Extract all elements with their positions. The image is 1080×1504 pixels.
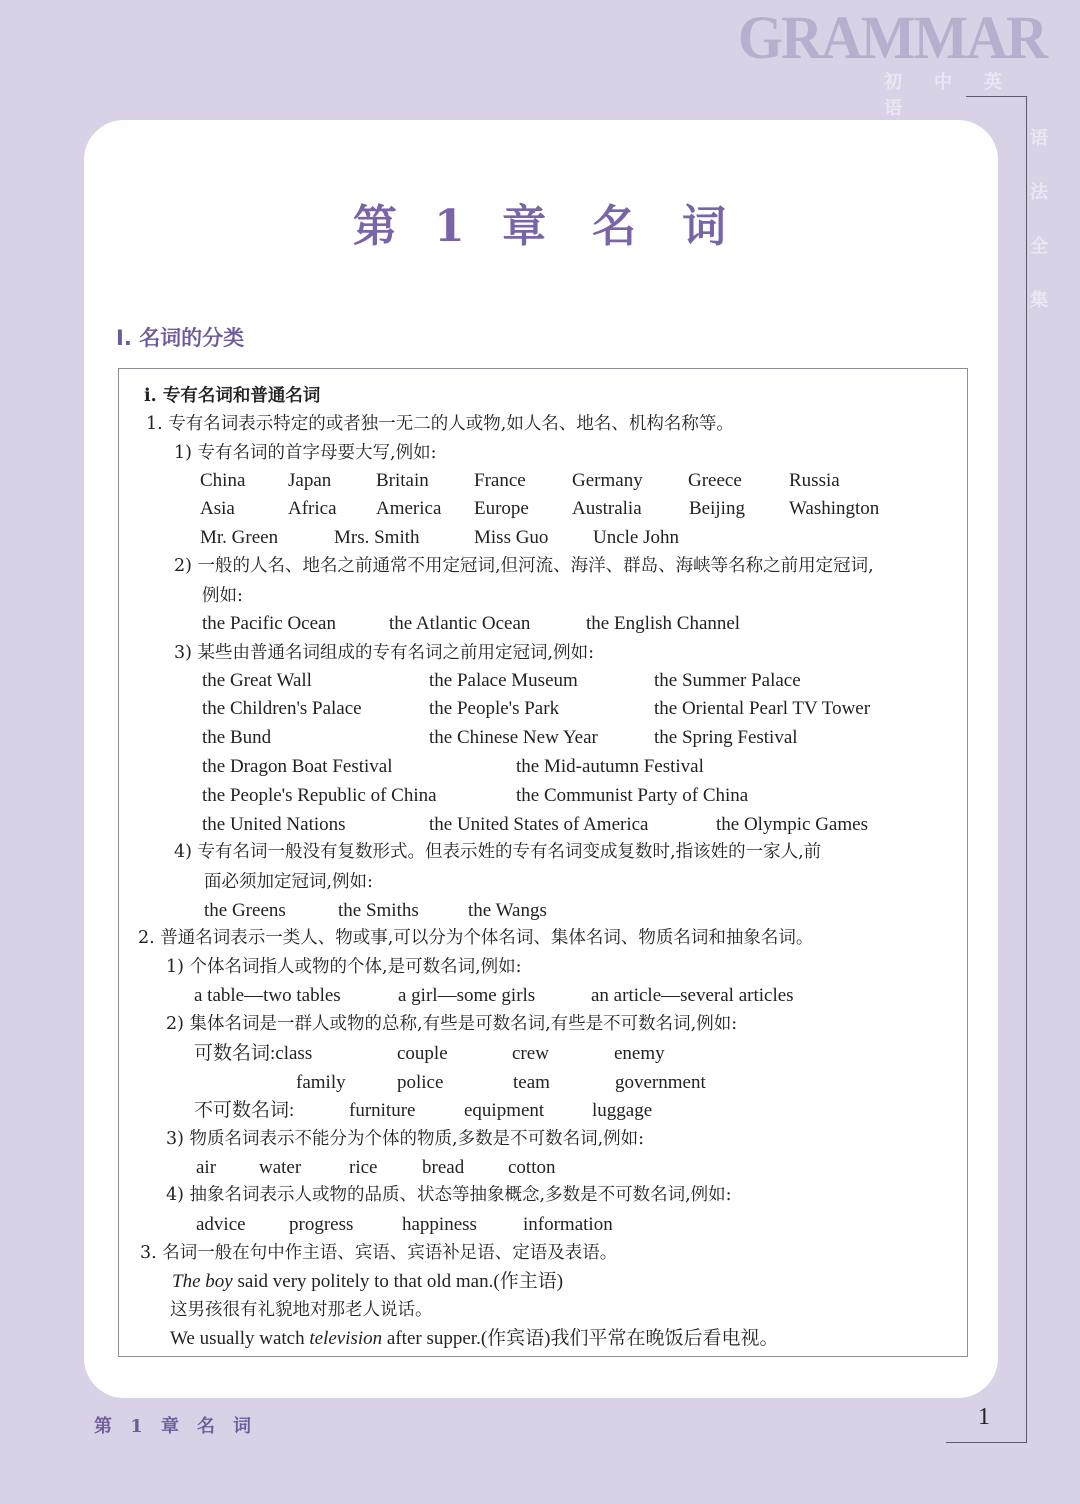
example-word: France [474,470,526,491]
side-char: 全 [1030,236,1048,257]
chapter-title: 第 1 章 名 词 [352,201,728,252]
example-word: the Bund [202,727,272,748]
example-word: 可数名词:class [194,1043,313,1064]
side-char: 语 [1030,128,1048,149]
example-word: the English Channel [586,613,741,634]
example-word: government [615,1072,706,1093]
example-word: the Atlantic Ocean [389,613,531,634]
example-word: Mrs. Smith [334,527,420,548]
example-word: Germany [572,470,643,491]
sentence-fragment: The boy [172,1271,233,1292]
example-word: the Summer Palace [654,670,801,691]
example-word: couple [397,1043,448,1064]
side-char: 法 [1030,182,1048,203]
example-word: the United Nations [202,814,346,835]
example-word: the Spring Festival [654,727,798,748]
example-word: the Mid-autumn Festival [516,756,704,777]
side-rule-vertical [1026,96,1027,1442]
content-line: 3) 某些由普通名词组成的专有名词之前用定冠词,例如: [174,643,594,663]
side-rule-horizontal [966,96,1027,97]
example-word: crew [512,1043,549,1064]
example-word: the Wangs [468,900,547,921]
content-line: 4) 专有名词一般没有复数形式。但表示姓的专有名词变成复数时,指该姓的一家人,前 [174,842,822,862]
example-word: China [200,470,246,491]
content-line: 1. 专有名词表示特定的或者独一无二的人或物,如人名、地名、机构名称等。 [146,414,734,434]
example-word: furniture [349,1100,416,1121]
content-line [172,1270,563,1294]
example-word: Beijing [689,498,745,519]
example-word: Asia [200,498,235,519]
example-word: rice [349,1157,378,1178]
content-line [170,1327,778,1351]
example-word: the Smiths [338,900,419,921]
content-line: 1) 专有名词的首字母要大写,例如: [174,443,437,463]
example-word: Miss Guo [474,527,549,548]
footer-chapter: 第 1 章 名 词 [94,1416,252,1437]
example-word: cotton [508,1157,556,1178]
side-char: 集 [1030,290,1048,311]
example-word: Washington [789,498,880,519]
sentence-fragment: television [309,1328,383,1349]
example-word: water [259,1157,302,1178]
example-word: an article—several articles [591,985,794,1006]
example-word: the United States of America [429,814,649,835]
example-word: Uncle John [593,527,680,548]
footer-rule [946,1442,1027,1443]
content-line: 这男孩很有礼貌地对那老人说话。 [170,1300,433,1320]
example-word: family [296,1072,346,1093]
example-word: Britain [376,470,429,491]
example-word: Australia [572,498,642,519]
example-word: equipment [464,1100,545,1121]
example-word: Greece [688,470,742,491]
example-word: the Olympic Games [716,814,868,835]
example-word: progress [289,1214,354,1235]
example-word: the Oriental Pearl TV Tower [654,698,871,719]
content-line: 2. 普通名词表示一类人、物或事,可以分为个体名词、集体名词、物质名词和抽象名词。 [138,928,814,948]
example-word: team [513,1072,550,1093]
example-word: America [376,498,442,519]
content-line: 面必须加定冠词,例如: [204,872,373,892]
content-line: 1) 个体名词指人或物的个体,是可数名词,例如: [166,957,522,977]
content-line: 4) 抽象名词表示人或物的品质、状态等抽象概念,多数是不可数名词,例如: [166,1185,732,1205]
example-word: the Palace Museum [429,670,578,691]
example-word: a table—two tables [194,985,341,1006]
example-word: air [196,1157,217,1178]
example-word: 不可数名词: [194,1100,295,1121]
example-word: the Great Wall [202,670,312,691]
example-word: the Children's Palace [202,698,362,719]
example-word: information [523,1214,613,1235]
example-word: Mr. Green [200,527,279,548]
example-word: Russia [789,470,840,491]
example-word: the Communist Party of China [516,785,749,806]
example-word: the Greens [204,900,286,921]
example-word: a girl—some girls [398,985,536,1006]
example-word: advice [196,1214,246,1235]
page-number: 1 [978,1404,990,1430]
content-line: 2) 一般的人名、地名之前通常不用定冠词,但河流、海洋、群岛、海峡等名称之前用定冠词, [174,556,874,576]
sentence-fragment: said very politely to that old man.(作主语) [232,1271,564,1292]
example-word: the Chinese New Year [429,727,598,748]
example-word: happiness [402,1214,477,1235]
content-line: 2) 集体名词是一群人或物的总称,有些是可数名词,有些是不可数名词,例如: [166,1014,738,1034]
example-word: Europe [474,498,529,519]
example-word: enemy [614,1043,665,1064]
example-word: the Pacific Ocean [202,613,336,634]
example-word: police [397,1072,444,1093]
example-word: luggage [592,1100,653,1121]
content-line: 3) 物质名词表示不能分为个体的物质,多数是不可数名词,例如: [166,1129,645,1149]
content-line: 3. 名词一般在句中作主语、宾语、宾语补足语、定语及表语。 [140,1243,618,1263]
example-word: Africa [288,498,337,519]
example-word: the People's Republic of China [202,785,437,806]
example-word: the People's Park [429,698,560,719]
content-line: 例如: [202,586,243,606]
example-word: Japan [288,470,332,491]
example-word: the Dragon Boat Festival [202,756,393,777]
sentence-fragment: after supper.(作宾语)我们平常在晚饭后看电视。 [382,1328,779,1349]
content-line: ⅰ. 专有名词和普通名词 [144,386,321,406]
brand-subtitle: 初中英语 [884,72,1034,119]
example-word: bread [422,1157,465,1178]
brand-logo: GRAMMAR [737,3,1046,72]
sentence-fragment: We usually watch [170,1328,310,1349]
section-heading: Ⅰ. 名词的分类 [116,326,245,350]
